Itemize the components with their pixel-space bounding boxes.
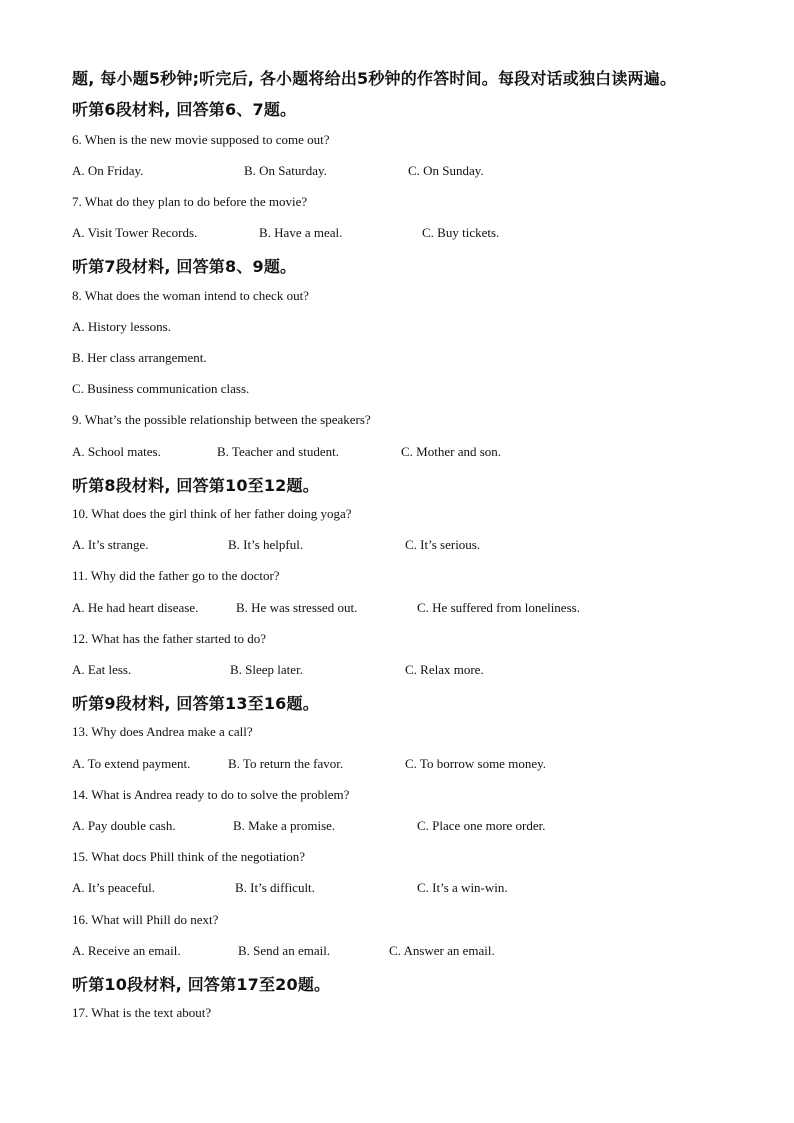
option-8a: A. History lessons. — [72, 319, 171, 334]
options-15 — [72, 880, 722, 898]
options-6 — [72, 163, 722, 181]
option-16a: A. Receive an email. — [72, 943, 181, 958]
option-13b: B. To return the favor. — [228, 756, 344, 771]
option-14b: B. Make a promise. — [233, 818, 336, 833]
option-11b: B. He was stressed out. — [236, 600, 358, 615]
option-11a: A. He had heart disease. — [72, 600, 199, 615]
option-9c: C. Mother and son. — [401, 444, 502, 459]
option-9b: B. Teacher and student. — [217, 444, 339, 459]
option-15c: C. It’s a win-win. — [417, 880, 508, 895]
question-11: 11. Why did the father go to the doctor? — [72, 568, 280, 583]
option-6c: C. On Sunday. — [408, 163, 484, 178]
options-10 — [72, 537, 722, 555]
option-15a: A. It’s peaceful. — [72, 880, 156, 895]
options-16 — [72, 943, 722, 961]
question-6: 6. When is the new movie supposed to come out? — [72, 132, 330, 147]
question-17: 17. What is the text about? — [72, 1005, 212, 1020]
option-7b: B. Have a meal. — [259, 225, 343, 240]
option-8c: C. Business communication class. — [72, 381, 250, 396]
options-7 — [72, 225, 722, 243]
options-11 — [72, 600, 722, 618]
option-8b: B. Her class arrangement. — [72, 350, 207, 365]
options-13 — [72, 756, 722, 774]
option-13a: A. To extend payment. — [72, 756, 191, 771]
instruction-text: 题, 每小题5秒钟;听完后, 各小题将给出5秒钟的作答时间。每段对话或独白读两遍。 — [72, 69, 677, 88]
option-16b: B. Send an email. — [238, 943, 331, 958]
option-16c: C. Answer an email. — [389, 943, 495, 958]
option-6b: B. On Saturday. — [244, 163, 327, 178]
section-heading-6: 听第6段材料, 回答第6、7题。 — [72, 100, 297, 119]
option-14c: C. Place one more order. — [417, 818, 546, 833]
options-12 — [72, 662, 722, 680]
options-14 — [72, 818, 722, 836]
question-14: 14. What is Andrea ready to do to solve the problem? — [72, 787, 350, 802]
section-heading-9: 听第9段材料, 回答第13至16题。 — [72, 694, 319, 713]
option-10b: B. It’s helpful. — [228, 537, 304, 552]
option-10a: A. It’s strange. — [72, 537, 149, 552]
options-9 — [72, 444, 722, 462]
option-15b: B. It’s difficult. — [235, 880, 315, 895]
section-heading-8: 听第8段材料, 回答第10至12题。 — [72, 476, 319, 495]
option-12b: B. Sleep later. — [230, 662, 303, 677]
option-9a: A. School mates. — [72, 444, 161, 459]
option-11c: C. He suffered from loneliness. — [417, 600, 580, 615]
option-12c: C. Relax more. — [405, 662, 484, 677]
question-16: 16. What will Phill do next? — [72, 912, 219, 927]
question-7: 7. What do they plan to do before the movie? — [72, 194, 308, 209]
option-14a: A. Pay double cash. — [72, 818, 176, 833]
section-heading-7: 听第7段材料, 回答第8、9题。 — [72, 257, 297, 276]
question-15: 15. What docs Phill think of the negotiation? — [72, 849, 306, 864]
option-13c: C. To borrow some money. — [405, 756, 546, 771]
question-12: 12. What has the father started to do? — [72, 631, 266, 646]
question-10: 10. What does the girl think of her father doing yoga? — [72, 506, 352, 521]
question-8: 8. What does the woman intend to check out? — [72, 288, 309, 303]
question-13: 13. Why does Andrea make a call? — [72, 724, 253, 739]
option-6a: A. On Friday. — [72, 163, 144, 178]
section-heading-10: 听第10段材料, 回答第17至20题。 — [72, 975, 331, 994]
option-10c: C. It’s serious. — [405, 537, 481, 552]
option-7c: C. Buy tickets. — [422, 225, 500, 240]
option-12a: A. Eat less. — [72, 662, 132, 677]
option-7a: A. Visit Tower Records. — [72, 225, 198, 240]
question-9: 9. What’s the possible relationship between the speakers? — [72, 412, 371, 427]
